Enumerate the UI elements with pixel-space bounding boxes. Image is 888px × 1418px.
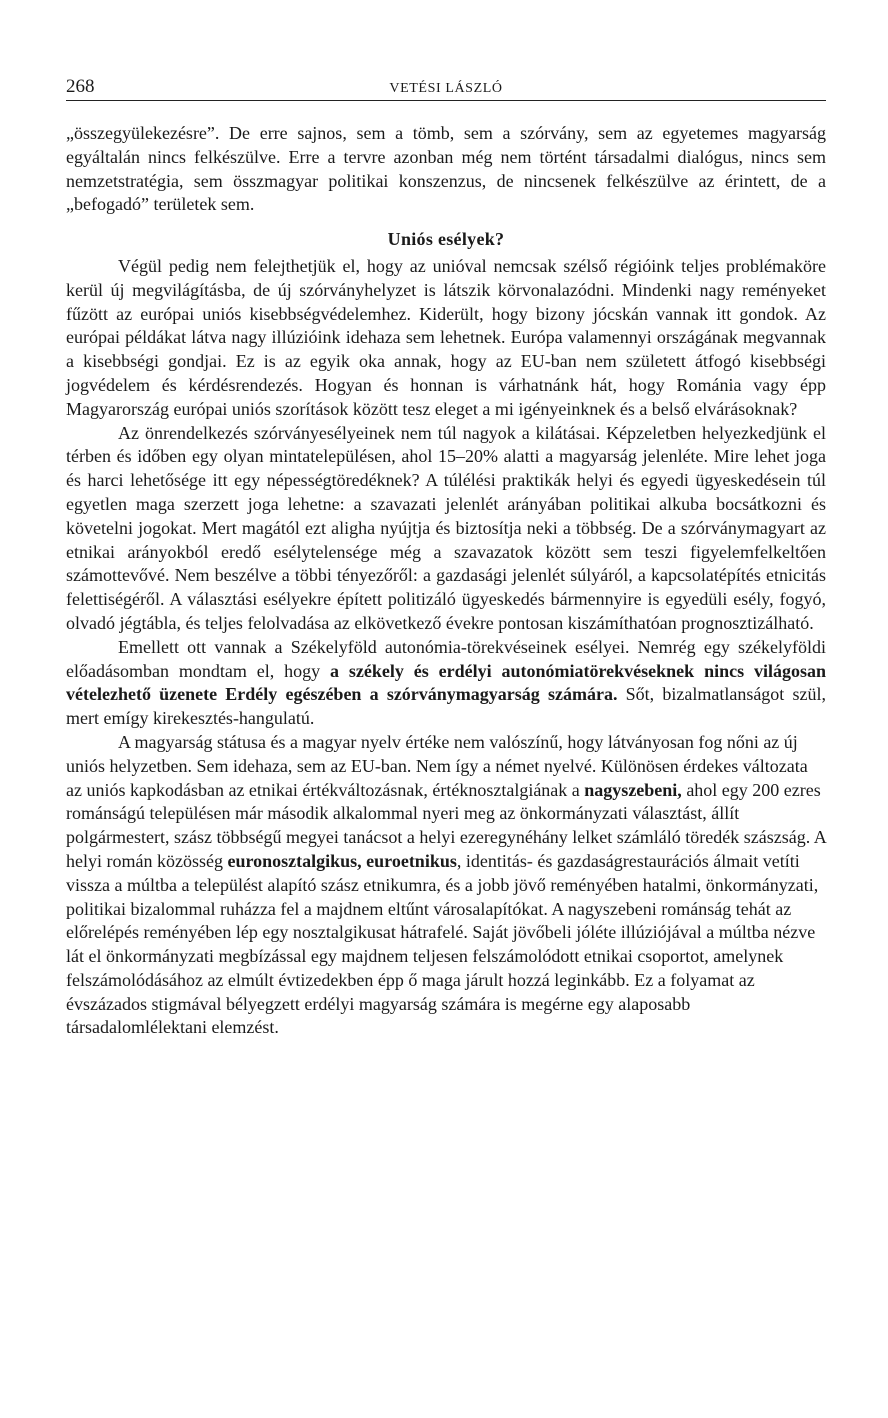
- paragraph: Az önrendelkezés szórványesélyeinek nem túl nagyok a kilátásai. Képzeletben helyezkedjünk el térben és időben egy olyan mintatelepülésen, ahol 15–20% alatti a magyarság jelenléte. Mire lehet joga és harci lehetősége itt egy népességtöredéknek? A túlélési praktikák helyi és egyedi ügyeskedésein túl egyetlen maga szerzett joga lehetne: a szavazati jelenlét arányában politikai alkuba bocsátkozni és követelni jogokat. Mert magától ezt aligha nyújtja és biztosítja neki a többség. De a szórványmagyart az etnikai arányokból eredő esélytelensége még a szavazatok között sem teszi figyelemfelkeltően számottevővé. Nem beszélve a többi tényezőről: a gazdasági jelenlét súlyáról, a kapcsolatépítés etnicitás felettiségéről. A választási esélyekre épített politizáló ügyeskedés bármennyire is egyedüli esély, fogyó, olvadó jégtábla, és teljes felolvadása az elkövetkező évekre pontosan kiszámíthatóan prognosztizálható.: [66, 422, 826, 633]
- text-run: Sőt, bizalmatlanságot szül, mert emígy kirekesztés-hangulatú.: [66, 684, 826, 729]
- running-head-author: VETÉSI LÁSZLÓ: [389, 81, 503, 96]
- body-text: [66, 122, 826, 1040]
- paragraph: Végül pedig nem felejthetjük el, hogy az unióval nemcsak szélső régióink teljes problémaköre kerül új megvilágításba, de új szórványhelyzet is látszik körvonalazódni. Mindenki nagy reményeket fűzött az európai uniós kisebbségvédelemhez. Kiderült, hogy bizony jócskán vannak itt gondok. Az európai példákat látva nagy illúzióink idehaza sem lehetnek. Európa valamennyi országának megvannak a kisebbségi gondjai. Ez is az egyik oka annak, hogy az EU-ban nem született átfogó kisebbségi jogvédelem és kérdésrendezés. Hogyan és honnan is várhatnánk hát, hogy Románia vagy épp Magyarország európai uniós szorítások között tesz eleget a mi igényeinknek és a belső elvárásoknak?: [66, 255, 826, 419]
- bold-emphasis: euronosztalgikus, euroetnikus: [227, 850, 457, 871]
- running-header: [66, 76, 826, 101]
- bold-emphasis: a székely és erdélyi autonómiatörekvéseknek nincs világosan vételezhető üzenete Erdély egészében a szórványmagyarság számára.: [66, 660, 826, 705]
- bold-emphasis: nagyszebeni,: [584, 779, 682, 800]
- paragraph-continued: „összegyülekezésre”. De erre sajnos, sem a tömb, sem a szórvány, sem az egyetemes magyarság egyáltalán nincs felkészülve. Erre a tervre azonban még nem történt társadalmi dialógus, nincs sem nemzetstratégia, sem összmagyar politikai konszenzus, de nincsenek felkészülve az érintett, de a „befogadó” területek sem.: [66, 123, 826, 215]
- paragraph: [66, 731, 826, 1040]
- text-run: Emellett ott vannak a Székelyföld autonómia-törekvéseinek esélyei. Nemrég egy székelyföldi előadásomban mondtam el, hogy: [66, 636, 826, 681]
- text-run: , identitás- és gazdaságrestaurációs álmait vetíti vissza a múltba a települést alapító szász etnikumra, és a jobb jövő reményében hatalmi, önkormányzati, politikai bizalommal ruházza fel a majdnem eltűnt városalapítókat. A nagyszebeni románság tehát az előrelépés reményében lép egy nosztalgikusat hátrafelé. Saját jövőbeli jóléte illúziójával a múltba nézve lát el önkormányzati megbízással egy majdnem teljesen felszámolódott etnikai csoportot, amelynek felszámolódásához az elmúlt évtizedekben épp ő maga járult hozzá leginkább. Ez a folyamat az évszázados stigmával bélyegzett erdélyi magyarság számára is megérne egy alaposabb társadalomlélektani elemzést.: [66, 850, 819, 1038]
- page-number: 268: [66, 76, 95, 97]
- text-run: A magyarság státusa és a magyar nyelv értéke nem valószínű, hogy látványosan fog nőni az új uniós helyzetben. Sem idehaza, sem az EU-ban. Nem így a német nyelvé. Különösen érdekes változata az uniós kapkodásban az etnikai értékváltozásnak, értéknosztalgiának a: [66, 731, 808, 800]
- section-heading: Uniós esélyek?: [387, 229, 505, 250]
- text-run: ahol egy 200 ezres románságú településen már második alkalommal nyeri meg az önkormányzati választást, állít polgármestert, szász többségű megyei tanácsot a helyi ezeregynéhány lelket számláló töredék szászság. A helyi román közösség: [66, 779, 826, 871]
- paragraph: [66, 636, 826, 731]
